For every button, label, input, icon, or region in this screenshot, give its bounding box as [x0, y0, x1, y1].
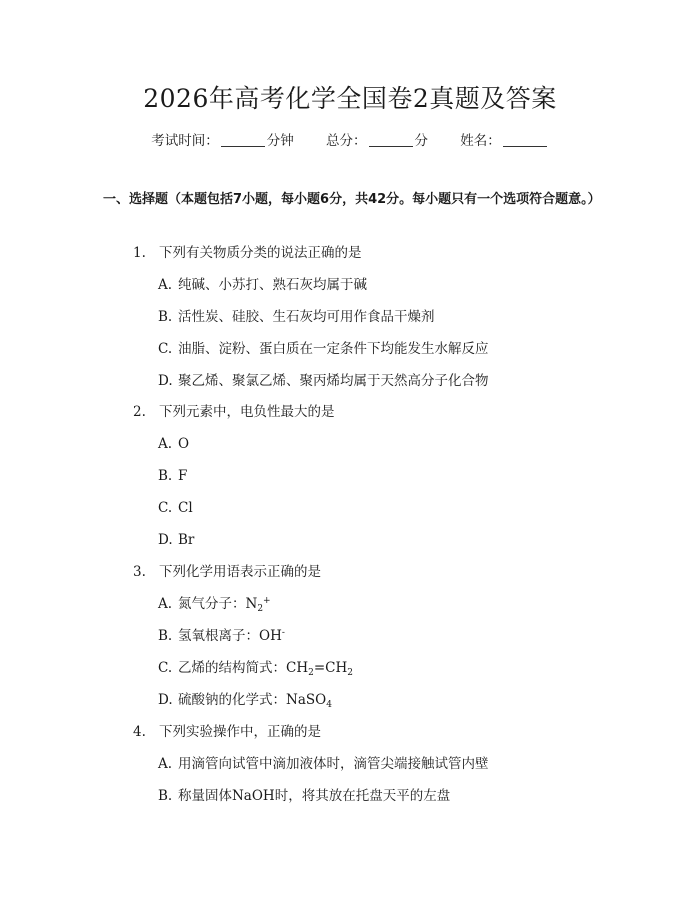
exam-time-unit: 分钟: [266, 133, 294, 149]
q3-option-a: [158, 594, 598, 614]
q1-option-d: [158, 371, 598, 391]
option-label: 氢氧根离子：: [178, 628, 259, 644]
question-2: [133, 402, 593, 422]
formula-part: OH: [259, 628, 282, 644]
option-letter: B.: [158, 309, 173, 325]
q2-option-a: [158, 434, 598, 454]
formula-superscript: -: [281, 628, 285, 638]
question-3: [133, 562, 593, 582]
option-letter: B.: [158, 628, 173, 644]
question-number: 2.: [133, 404, 146, 420]
q2-option-d: [158, 530, 598, 550]
page-title: 2026年高考化学全国卷2真题及答案: [143, 84, 557, 113]
section-heading: 一、选择题（本题包括7小题，每小题6分，共42分。每小题只有一个选项符合题意。）: [103, 192, 601, 207]
q1-option-c: [158, 339, 598, 359]
question-4: [133, 722, 593, 742]
option-letter: A.: [158, 277, 173, 293]
option-letter: D.: [158, 692, 173, 708]
student-name-field: [460, 133, 549, 149]
question-number: 4.: [133, 724, 146, 740]
total-score-unit: 分: [414, 133, 428, 149]
option-text: 油脂、淀粉、蛋白质在一定条件下均能发生水解反应: [178, 341, 489, 357]
total-score-field: [326, 133, 428, 149]
q1-option-a: [158, 275, 598, 295]
total-score-label: 总分：: [326, 133, 367, 149]
q4-option-b: [158, 786, 598, 806]
question-stem: 下列实验操作中，正确的是: [159, 724, 321, 740]
option-text: 称量固体NaOH时，将其放在托盘天平的左盘: [178, 788, 451, 804]
option-text: F: [178, 468, 188, 484]
option-letter: B.: [158, 468, 173, 484]
formula-part: CH: [286, 660, 309, 676]
option-letter: A.: [158, 596, 173, 612]
question-1: [133, 243, 593, 263]
option-letter: D.: [158, 373, 173, 389]
formula-superscript: +: [263, 596, 271, 606]
option-text: 活性炭、硅胶、生石灰均可用作食品干燥剂: [178, 309, 435, 325]
option-letter: C.: [158, 660, 173, 676]
option-text: Br: [178, 532, 195, 548]
option-letter: C.: [158, 500, 173, 516]
exam-info-line: [0, 131, 700, 151]
formula-part: =CH: [313, 660, 348, 676]
formula-part: N: [245, 596, 258, 612]
option-text: 纯碱、小苏打、熟石灰均属于碱: [178, 277, 367, 293]
option-letter: A.: [158, 436, 173, 452]
question-stem: 下列有关物质分类的说法正确的是: [159, 245, 362, 261]
q4-option-a: [158, 754, 598, 774]
exam-time-label: 考试时间：: [151, 133, 219, 149]
q3-option-b: [158, 626, 598, 646]
option-label: 乙烯的结构简式：: [178, 660, 286, 676]
formula-subscript: 4: [326, 700, 332, 710]
option-text: 用滴管向试管中滴加液体时，滴管尖端接触试管内壁: [178, 756, 489, 772]
option-letter: B.: [158, 788, 173, 804]
formula-part: NaSO: [286, 692, 327, 708]
question-number: 1.: [133, 245, 146, 261]
q1-option-b: [158, 307, 598, 327]
q2-option-b: [158, 466, 598, 486]
student-name-label: 姓名：: [460, 133, 501, 149]
exam-time-field: [151, 133, 294, 149]
exam-time-blank: [221, 132, 265, 147]
question-number: 3.: [133, 564, 146, 580]
formula-subscript: 2: [347, 668, 353, 678]
q2-option-c: [158, 498, 598, 518]
option-letter: A.: [158, 756, 173, 772]
option-letter: D.: [158, 532, 173, 548]
question-stem: 下列元素中，电负性最大的是: [159, 404, 335, 420]
student-name-blank: [503, 132, 547, 147]
option-text: Cl: [178, 500, 193, 516]
option-letter: C.: [158, 341, 173, 357]
option-label: 氮气分子：: [178, 596, 246, 612]
option-text: O: [178, 436, 190, 452]
question-stem: 下列化学用语表示正确的是: [159, 564, 321, 580]
option-label: 硫酸钠的化学式：: [178, 692, 286, 708]
total-score-blank: [369, 132, 413, 147]
q3-option-d: [158, 690, 598, 710]
formula-subscript: 2: [308, 668, 314, 678]
option-text: 聚乙烯、聚氯乙烯、聚丙烯均属于天然高分子化合物: [178, 373, 489, 389]
q3-option-c: [158, 658, 598, 678]
formula-subscript: 2: [257, 604, 264, 614]
